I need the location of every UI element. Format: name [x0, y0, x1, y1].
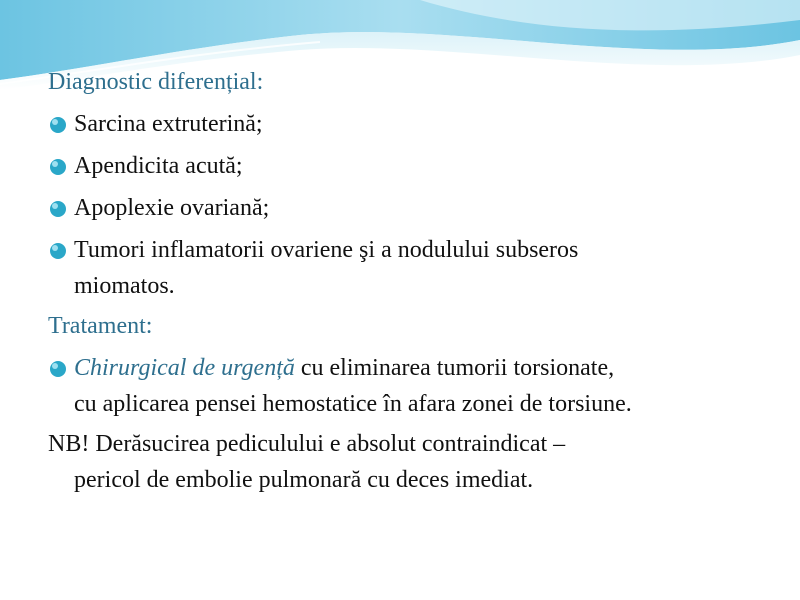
note-line-1: NB! Derăsucirea pediculului e absolut contraindicat –: [48, 431, 566, 457]
heading-treatment: Tratament:: [48, 313, 153, 339]
bullet-icon: [48, 157, 68, 177]
diagnostic-item: [48, 106, 778, 142]
diagnostic-item-text: Apendicita acută;: [74, 153, 243, 179]
diagnostic-item: [48, 148, 778, 184]
bullet-icon: [48, 115, 68, 135]
diagnostic-item: [48, 190, 778, 226]
diagnostic-item-text: Sarcina extruterină;: [74, 111, 263, 137]
diagnostic-item-text: Apoplexie ovariană;: [74, 195, 270, 221]
bullet-icon: [48, 359, 68, 379]
slide-content: [48, 60, 778, 498]
treatment-item-continuation: cu aplicarea pensei hemostatice în afara zonei de torsiune.: [74, 391, 632, 417]
treatment-item: [48, 350, 778, 422]
heading-diagnostic: Diagnostic diferențial:: [48, 69, 264, 95]
treatment-item-line: [74, 350, 778, 386]
treatment-emphasis: Chirurgical de urgență: [74, 355, 295, 381]
treatment-item-text: cu eliminarea tumorii torsionate,: [294, 355, 615, 381]
diagnostic-item: [48, 232, 778, 304]
note-line-2: pericol de embolie pulmonară cu deces imediat.: [74, 467, 534, 493]
note-block: [48, 426, 778, 498]
diagnostic-item-text: Tumori inflamatorii ovariene şi a nodulului subseros: [74, 237, 579, 263]
bullet-icon: [48, 199, 68, 219]
diagnostic-item-continuation: miomatos.: [74, 273, 175, 299]
bullet-icon: [48, 241, 68, 261]
